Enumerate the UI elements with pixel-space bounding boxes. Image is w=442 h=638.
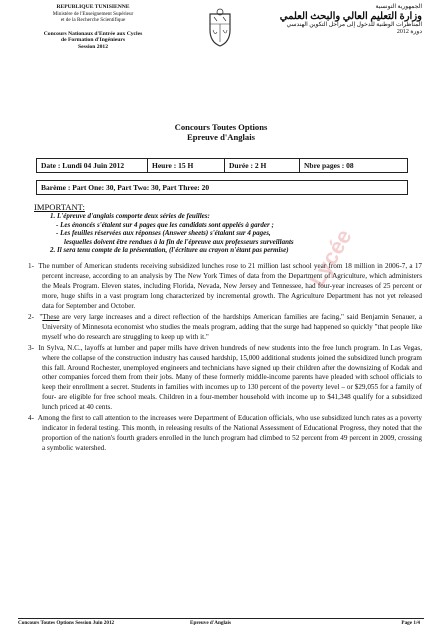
ministry-line1: Ministère de l'Enseignement Supérieur (52, 10, 134, 17)
paragraph-text: are very large increases and a direct reflection of the hardships American families are facing," said Benjamin Senauer, a University of Minnesota economist who studies the meals program, adding that the surge had happened so quickly "that people like myself who do research are struggling to keep up with it." (42, 312, 423, 341)
paragraph-3 (22, 344, 422, 414)
footer-center: Epreuve d'Anglais (190, 620, 231, 626)
session-arabic: دورة 2012 (396, 29, 422, 35)
country-arabic: الجمهورية التونسية (375, 4, 422, 10)
important-line2: - Les énoncés s'étalent sur 4 pages que les candidats sont appelés à garder ; (56, 220, 274, 229)
paragraph-number: 2- (28, 312, 34, 321)
republic-label: REPUBLIQUE TUNISIENNE (56, 4, 130, 10)
exam-info-table (36, 158, 408, 173)
footer-page: Page 1/4 (401, 620, 420, 626)
passage-body (22, 262, 422, 455)
exam-title: Concours Toutes Options (174, 122, 268, 132)
bareme-cell: Barème : Part One: 30, Part Two: 30, Part Three: 20 (37, 181, 408, 195)
important-line5: 2. Il sera tenu compte de la présentation, (l'écriture au crayon n'étant pas permise) (50, 246, 289, 255)
important-line4: lesquelles doivent être rendues à la fin de l'épreuve aux professeurs surveillants (64, 237, 294, 246)
ministry-line2: et de la Recherche Scientifique (60, 17, 126, 24)
paragraph-text: The number of American students receiving subsidized lunches rose to 21 million last school year from 18 million in 2006-7, a 17 percent increase, according to an analysis by The New York Times of data from the Department of Agriculture, which administers the Meals Program. Eleven states, including Florida, Nevada, New Jersey and Tennessee, had four-year increases of 25 percent or more, huge shifts in a vast program long characterized by incremental growth. The Agriculture Department has not yet released data for September and October. (38, 262, 423, 310)
contest-arabic: المناظرات الوطنية للدخول إلى مراحل التكوين الهندسي (286, 22, 422, 28)
paragraph-4 (22, 414, 422, 454)
date-cell: Date : Lundi 04 Juin 2012 (37, 159, 148, 173)
header-right (272, 4, 422, 36)
exam-subtitle: Epreuve d'Anglais (187, 132, 255, 142)
bareme-table (36, 180, 408, 195)
paragraph-1 (22, 262, 422, 312)
important-heading: IMPORTANT: (34, 202, 85, 212)
paragraph-text: Among the first to call attention to the increases were Department of Education officials, who use subsidized lunch rates as a poverty indicator in federal testing. This month, in releasing results of the National Assessment of Educational Progress, they noted that the proportion of the nation's fourth graders enrolled in the lunch program had climbed to 52 percent from 49 percent in 2009, crossing a symbolic watershed. (37, 414, 423, 453)
paragraph-number: 4- (28, 414, 34, 423)
paragraph-2 (22, 313, 422, 343)
underlined-word: These (42, 312, 60, 321)
important-line1: 1. L'épreuve d'anglais comporte deux séries de feuilles: (50, 212, 210, 220)
paragraph-text: In Sylva, N.C., layoffs at lumber and paper mills have driven hundreds of new students into the free lunch program. In Las Vegas, where the collapse of the construction industry has caused hardship, 15,000 additional students joined the subsidized lunch program this fall. Around Rochester, unemployed engineers and technicians have signed up their children after the downsizing of Kodak and other companies forced them from their jobs. Many of these formerly middle-income parents have pleaded with school officials to keep their enrollment a secret. Students in families with incomes up to 130 percent of the poverty level – or $29,055 for a family of four- are eligible for free school meals. Children in a four-member household with income up to $41,348 qualify for a subsidized lunch priced at 40 cents. (38, 343, 422, 412)
paragraph-text-pre: " (39, 312, 43, 321)
important-list (50, 212, 410, 255)
watermark-stamp: Lycée (304, 224, 357, 291)
important-line3: - Les feuilles réservées aux réponses (Answer sheets) s'étalant sur 4 pages, (56, 229, 271, 238)
duration-cell: Durée : 2 H (225, 159, 300, 173)
paragraph-number: 3- (28, 343, 34, 352)
paragraph-number: 1- (28, 262, 34, 270)
contest-line2: de Formation d'Ingénieurs (60, 37, 126, 44)
session-label: Session 2012 (78, 43, 108, 50)
footer-rule (18, 618, 424, 619)
pages-cell: Nbre pages : 08 (300, 159, 408, 173)
header-left (18, 4, 168, 51)
contest-line1: Concours Nationaux d'Entrée aux Cycles (43, 30, 143, 37)
ministry-arabic: وزارة التعليم العالي والبحث العلمي (279, 11, 422, 22)
tunisia-emblem-icon (204, 8, 236, 48)
footer-left: Concours Toutes Options Session Juin 2012 (18, 620, 115, 626)
time-cell: Heure : 15 H (148, 159, 225, 173)
